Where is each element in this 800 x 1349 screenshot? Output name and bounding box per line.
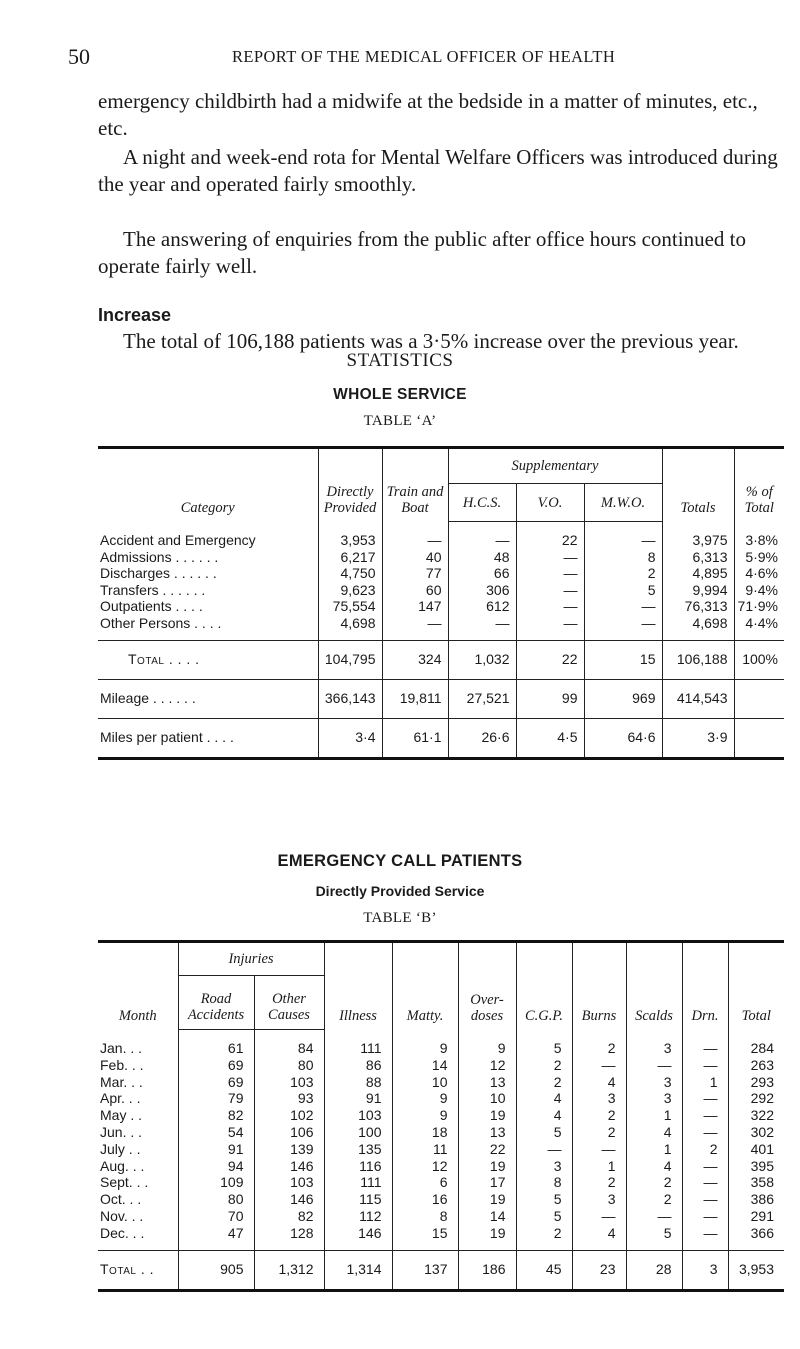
hcs-cell: — [448,522,516,549]
train-cell: — [382,615,448,632]
total-cell: 293 [728,1074,784,1091]
scalds-cell: 28 [626,1250,682,1290]
cgp-cell: 3 [516,1158,572,1175]
direct-cell: 366,143 [318,679,382,718]
statistics-title: STATISTICS [346,350,454,371]
scalds-cell: 2 [626,1174,682,1191]
table-row [98,718,784,758]
matty-cell: 14 [392,1057,458,1074]
other-cell: 139 [254,1141,324,1158]
month-cell: July . . [100,1140,141,1157]
direct-cell: 104,795 [318,640,382,679]
direct-cell: 6,217 [318,549,382,566]
header-vo: V.O. [516,484,584,522]
pct-cell [734,718,784,758]
table-row [98,1141,784,1158]
train-cell: 40 [382,549,448,566]
page-number: 50 [68,44,90,69]
total-cell: 3·9 [662,718,734,758]
over-cell: 12 [458,1057,516,1074]
other-cell: 102 [254,1107,324,1124]
drn-cell: — [682,1107,728,1124]
matty-cell: 9 [392,1030,458,1057]
road-cell: 69 [178,1057,254,1074]
illness-cell: 103 [324,1107,392,1124]
road-cell: 47 [178,1225,254,1242]
pct-cell: 3·8% [734,522,784,549]
scalds-cell: 4 [626,1158,682,1175]
illness-cell: 86 [324,1057,392,1074]
header-totals: Totals [662,448,734,522]
table-b-caption: TABLE ‘B’ [363,910,437,926]
table-row [98,1208,784,1225]
matty-cell: 12 [392,1158,458,1175]
header-injuries: Injuries [178,942,324,976]
category-cell: Miles per patient . . . . [98,718,318,758]
train-cell: 77 [382,565,448,582]
scalds-cell: 1 [626,1107,682,1124]
matty-cell: 11 [392,1141,458,1158]
cgp-cell: 5 [516,1208,572,1225]
table-row [98,598,784,615]
total-cell: 302 [728,1124,784,1141]
header-directly-provided: Directly Provided [318,448,382,522]
header-month: Month [118,1007,157,1024]
spacer-cell [516,632,584,641]
road-cell: 79 [178,1090,254,1107]
hcs-cell: 48 [448,549,516,566]
vo-cell: 22 [516,522,584,549]
spacer-cell [682,1242,728,1251]
total-cell: 6,313 [662,549,734,566]
table-row [98,679,784,718]
header-burns: Burns [572,942,626,1030]
cgp-cell: 45 [516,1250,572,1290]
total-cell: 358 [728,1174,784,1191]
illness-cell: 111 [324,1030,392,1057]
total-cell: 414,543 [662,679,734,718]
table-row [98,1030,784,1057]
header-drn: Drn. [682,942,728,1030]
scalds-cell: — [626,1208,682,1225]
table-a-body [98,522,784,759]
direct-cell: 4,750 [318,565,382,582]
vo-cell: — [516,582,584,599]
total-cell: 291 [728,1208,784,1225]
month-cell: May . . [100,1107,143,1124]
drn-cell: — [682,1208,728,1225]
train-cell: 19,811 [382,679,448,718]
drn-cell: — [682,1191,728,1208]
table-row [98,615,784,632]
category-cell: Transfers . . . . . . [100,581,206,598]
month-cell: Mar. . . [100,1073,143,1090]
table-row [98,1090,784,1107]
other-cell: 103 [254,1174,324,1191]
header-mwo: M.W.O. [584,484,662,522]
illness-cell: 88 [324,1074,392,1091]
illness-cell: 91 [324,1090,392,1107]
other-cell: 146 [254,1158,324,1175]
table-b [98,940,784,1292]
hcs-cell: — [448,615,516,632]
spacer-row [98,632,784,641]
road-cell: 905 [178,1250,254,1290]
table-a [98,446,784,760]
vo-cell: — [516,615,584,632]
train-cell: — [382,522,448,549]
spacer-cell [448,632,516,641]
over-cell: 14 [458,1208,516,1225]
burns-cell: 2 [572,1124,626,1141]
spacer-cell [98,1242,178,1251]
total-cell: 3,975 [662,522,734,549]
month-cell: Apr. . . [100,1090,141,1107]
pct-cell: 5·9% [734,549,784,566]
total-cell: 386 [728,1191,784,1208]
spacer-cell [728,1242,784,1251]
scalds-cell: 5 [626,1225,682,1242]
month-cell: Nov. . . [100,1207,144,1224]
table-a-section-title: WHOLE SERVICE [333,386,467,403]
matty-cell: 6 [392,1174,458,1191]
drn-cell: 1 [682,1074,728,1091]
header-supplementary: Supplementary [448,448,662,484]
mwo-cell: 2 [584,565,662,582]
matty-cell: 137 [392,1250,458,1290]
burns-cell: — [572,1057,626,1074]
spacer-cell [584,632,662,641]
table-row [98,1124,784,1141]
month-cell: Jun. . . [100,1123,143,1140]
total-cell: 292 [728,1090,784,1107]
illness-cell: 111 [324,1174,392,1191]
spacer-cell [626,1242,682,1251]
train-cell: 61·1 [382,718,448,758]
mwo-cell: 969 [584,679,662,718]
matty-cell: 9 [392,1107,458,1124]
total-cell: 9,994 [662,582,734,599]
over-cell: 19 [458,1107,516,1124]
illness-cell: 112 [324,1208,392,1225]
mwo-cell: 5 [584,582,662,599]
category-cell: Outpatients . . . . [100,598,203,615]
total-cell: 76,313 [662,598,734,615]
hcs-cell: 1,032 [448,640,516,679]
burns-cell: — [572,1208,626,1225]
over-cell: 17 [458,1174,516,1191]
cgp-cell: 2 [516,1225,572,1242]
paragraph-2: A night and week-end rota for Mental Welfare Officers was introduced during the year and operated fairly smoothly. [98,145,778,196]
road-cell: 82 [178,1107,254,1124]
month-cell: Feb. . . [100,1056,144,1073]
table-row [98,1250,784,1290]
other-cell: 146 [254,1191,324,1208]
total-cell: 4,698 [662,615,734,632]
other-cell: 106 [254,1124,324,1141]
cgp-cell: 2 [516,1074,572,1091]
over-cell: 9 [458,1030,516,1057]
category-cell: Total . . . . [98,640,318,679]
total-cell: 263 [728,1057,784,1074]
table-row [98,1174,784,1191]
cgp-cell: 2 [516,1057,572,1074]
drn-cell: — [682,1090,728,1107]
hcs-cell: 306 [448,582,516,599]
drn-cell: — [682,1030,728,1057]
scalds-cell: 2 [626,1191,682,1208]
spacer-cell [318,632,382,641]
drn-cell: 2 [682,1141,728,1158]
matty-cell: 8 [392,1208,458,1225]
drn-cell: — [682,1124,728,1141]
scalds-cell: 4 [626,1124,682,1141]
spacer-cell [382,632,448,641]
train-cell: 147 [382,598,448,615]
direct-cell: 75,554 [318,598,382,615]
train-cell: 324 [382,640,448,679]
over-cell: 19 [458,1225,516,1242]
road-cell: 91 [178,1141,254,1158]
header-pct-total: % of Total [734,448,784,522]
header-hcs: H.C.S. [448,484,516,522]
burns-cell: 3 [572,1191,626,1208]
category-cell: Admissions . . . . . . [100,548,219,565]
category-cell: Mileage . . . . . . [98,679,318,718]
burns-cell: — [572,1141,626,1158]
hcs-cell: 612 [448,598,516,615]
drn-cell: 3 [682,1250,728,1290]
train-cell: 60 [382,582,448,599]
pct-cell: 4·4% [734,615,784,632]
burns-cell: 23 [572,1250,626,1290]
vo-cell: 22 [516,640,584,679]
table-row [98,1191,784,1208]
road-cell: 70 [178,1208,254,1225]
cgp-cell: 5 [516,1124,572,1141]
pct-cell: 4·6% [734,565,784,582]
burns-cell: 2 [572,1174,626,1191]
header-train-and-boat: Train and Boat [382,448,448,522]
table-row [98,565,784,582]
matty-cell: 15 [392,1225,458,1242]
illness-cell: 115 [324,1191,392,1208]
over-cell: 13 [458,1074,516,1091]
total-cell: 284 [728,1030,784,1057]
spacer-cell [572,1242,626,1251]
vo-cell: 99 [516,679,584,718]
burns-cell: 1 [572,1158,626,1175]
table-row [98,1225,784,1242]
cgp-cell: 4 [516,1107,572,1124]
page-header [68,44,768,78]
matty-cell: 16 [392,1191,458,1208]
spacer-cell [392,1242,458,1251]
table-row [98,640,784,679]
total-cell: 395 [728,1158,784,1175]
spacer-cell [98,632,318,641]
increase-paragraph: The total of 106,188 patients was a 3·5% increase over the previous year. [123,329,739,353]
road-cell: 69 [178,1074,254,1091]
mwo-cell: — [584,522,662,549]
over-cell: 13 [458,1124,516,1141]
pct-cell [734,679,784,718]
vo-cell: — [516,598,584,615]
scalds-cell: 3 [626,1074,682,1091]
hcs-cell: 26·6 [448,718,516,758]
table-row [98,1057,784,1074]
paragraph-1: emergency childbirth had a midwife at the bedside in a matter of minutes, etc., etc. [98,89,758,140]
over-cell: 10 [458,1090,516,1107]
drn-cell: — [682,1057,728,1074]
over-cell: 19 [458,1158,516,1175]
table-row [98,549,784,566]
pct-cell: 100% [734,640,784,679]
other-cell: 103 [254,1074,324,1091]
cgp-cell: 4 [516,1090,572,1107]
burns-cell: 4 [572,1225,626,1242]
spacer-cell [178,1242,254,1251]
spacer-cell [516,1242,572,1251]
vo-cell: — [516,565,584,582]
pct-cell: 71·9% [734,598,784,615]
table-b-title: EMERGENCY CALL PATIENTS [277,852,523,870]
total-cell: 322 [728,1107,784,1124]
total-cell: 3,953 [728,1250,784,1290]
over-cell: 186 [458,1250,516,1290]
total-cell: 4,895 [662,565,734,582]
illness-cell: 1,314 [324,1250,392,1290]
other-cell: 1,312 [254,1250,324,1290]
month-cell: Aug. . . [100,1157,145,1174]
header-illness: Illness [324,942,392,1030]
scalds-cell: — [626,1057,682,1074]
header-other-causes: Other Causes [254,976,324,1030]
category-cell: Other Persons . . . . [100,614,222,631]
other-cell: 80 [254,1057,324,1074]
burns-cell: 3 [572,1090,626,1107]
spacer-cell [734,632,784,641]
table-row [98,1074,784,1091]
direct-cell: 3·4 [318,718,382,758]
vo-cell: — [516,549,584,566]
mwo-cell: 8 [584,549,662,566]
spacer-cell [662,632,734,641]
month-cell: Sept. . . [100,1174,149,1191]
table-row [98,522,784,549]
running-title: REPORT OF THE MEDICAL OFFICER OF HEALTH [232,47,616,66]
road-cell: 109 [178,1174,254,1191]
burns-cell: 4 [572,1074,626,1091]
other-cell: 82 [254,1208,324,1225]
road-cell: 61 [178,1030,254,1057]
drn-cell: — [682,1174,728,1191]
drn-cell: — [682,1225,728,1242]
scalds-cell: 3 [626,1030,682,1057]
burns-cell: 2 [572,1107,626,1124]
road-cell: 94 [178,1158,254,1175]
illness-cell: 135 [324,1141,392,1158]
total-cell: 401 [728,1141,784,1158]
hcs-cell: 27,521 [448,679,516,718]
matty-cell: 9 [392,1090,458,1107]
scalds-cell: 3 [626,1090,682,1107]
category-cell: Accident and Emergency [100,531,256,548]
direct-cell: 3,953 [318,522,382,549]
matty-cell: 10 [392,1074,458,1091]
road-cell: 54 [178,1124,254,1141]
cgp-cell: — [516,1141,572,1158]
header-cgp: C.G.P. [516,942,572,1030]
spacer-cell [324,1242,392,1251]
scalds-cell: 1 [626,1141,682,1158]
table-row [98,1107,784,1124]
drn-cell: — [682,1158,728,1175]
over-cell: 19 [458,1191,516,1208]
month-cell: Jan. . . [100,1039,143,1056]
spacer-cell [254,1242,324,1251]
other-cell: 93 [254,1090,324,1107]
pct-cell: 9·4% [734,582,784,599]
header-scalds: Scalds [626,942,682,1030]
hcs-cell: 66 [448,565,516,582]
direct-cell: 4,698 [318,615,382,632]
cgp-cell: 5 [516,1030,572,1057]
mwo-cell: 15 [584,640,662,679]
illness-cell: 116 [324,1158,392,1175]
header-matty: Matty. [392,942,458,1030]
cgp-cell: 8 [516,1174,572,1191]
matty-cell: 18 [392,1124,458,1141]
other-cell: 128 [254,1225,324,1242]
total-cell: 106,188 [662,640,734,679]
cgp-cell: 5 [516,1191,572,1208]
table-row [98,582,784,599]
header-category: Category [180,499,235,516]
header-road-accidents: Road Accidents [178,976,254,1030]
spacer-cell [458,1242,516,1251]
month-cell: Total . . [98,1250,178,1290]
mwo-cell: — [584,598,662,615]
month-cell: Dec. . . [100,1224,145,1241]
other-cell: 84 [254,1030,324,1057]
header-total: Total [728,942,784,1030]
paragraph-3: The answering of enquiries from the public after office hours continued to operate fairly well. [98,227,746,278]
illness-cell: 146 [324,1225,392,1242]
table-b-body [98,1030,784,1291]
burns-cell: 2 [572,1030,626,1057]
mwo-cell: — [584,615,662,632]
illness-cell: 100 [324,1124,392,1141]
vo-cell: 4·5 [516,718,584,758]
mwo-cell: 64·6 [584,718,662,758]
total-cell: 366 [728,1225,784,1242]
category-cell: Discharges . . . . . . [100,565,217,582]
month-cell: Oct. . . [100,1191,142,1208]
spacer-row [98,1242,784,1251]
increase-heading: Increase [98,305,172,325]
direct-cell: 9,623 [318,582,382,599]
table-b-subtitle: Directly Provided Service [315,883,485,899]
table-row [98,1158,784,1175]
table-a-caption: TABLE ‘A’ [363,413,437,429]
over-cell: 22 [458,1141,516,1158]
header-overdoses: Over- doses [458,942,516,1030]
road-cell: 80 [178,1191,254,1208]
